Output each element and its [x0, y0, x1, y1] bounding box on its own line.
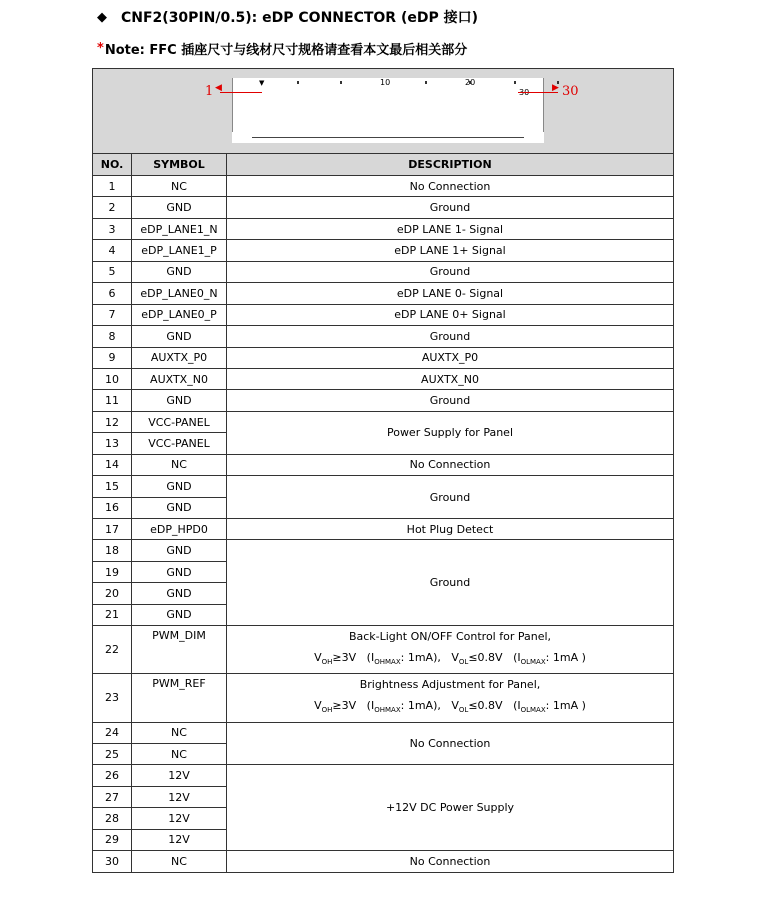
- pin-number: 28: [93, 808, 132, 829]
- pin-number: 15: [93, 476, 132, 497]
- pin-number: 22: [93, 626, 132, 674]
- table-row: [93, 218, 674, 239]
- table-row: [93, 176, 674, 197]
- pin-description: No Connection: [227, 851, 674, 872]
- table-row: [93, 390, 674, 411]
- pin-number: 19: [93, 561, 132, 582]
- pin-number: 14: [93, 454, 132, 475]
- pin-number: 20: [93, 583, 132, 604]
- pin-symbol: GND: [132, 261, 227, 282]
- table-row: [93, 197, 674, 218]
- pin-symbol: NC: [132, 851, 227, 872]
- section-title: CNF2(30PIN/0.5): eDP CONNECTOR (eDP 接口): [121, 10, 478, 26]
- section-heading: [97, 7, 478, 27]
- arrow-right-icon: ▶: [552, 83, 559, 93]
- pin-number: 12: [93, 411, 132, 432]
- pin-number: 17: [93, 519, 132, 540]
- pin-description: No Connection: [227, 454, 674, 475]
- pin-description: No Connection: [227, 176, 674, 197]
- connector-diagram: [232, 78, 544, 143]
- pin-table: [92, 68, 674, 873]
- pin-description: eDP LANE 0- Signal: [227, 283, 674, 304]
- pin-symbol: GND: [132, 476, 227, 497]
- pin-number: 18: [93, 540, 132, 561]
- pin-description: eDP LANE 1- Signal: [227, 218, 674, 239]
- pin-symbol: GND: [132, 497, 227, 518]
- pin-number: 10: [93, 368, 132, 389]
- table-row: [93, 411, 674, 432]
- pin-number: 16: [93, 497, 132, 518]
- pin-number: 26: [93, 765, 132, 786]
- table-row: [93, 283, 674, 304]
- pin-symbol: GND: [132, 540, 227, 561]
- pin-description: [227, 674, 674, 722]
- pin-number: 4: [93, 240, 132, 261]
- pin-number: 25: [93, 744, 132, 765]
- pin-number: 6: [93, 283, 132, 304]
- pin-number: 24: [93, 722, 132, 743]
- pin-number: 11: [93, 390, 132, 411]
- connector-diagram-cell: [93, 69, 674, 154]
- pin-number: 1: [93, 176, 132, 197]
- pin-number: 23: [93, 674, 132, 722]
- pin-symbol: GND: [132, 561, 227, 582]
- pin-description: eDP LANE 0+ Signal: [227, 304, 674, 325]
- note-asterisk: *: [97, 40, 104, 56]
- pin-symbol: 12V: [132, 786, 227, 807]
- pin-description: [227, 626, 674, 674]
- pin-symbol: NC: [132, 744, 227, 765]
- table-row: [93, 851, 674, 872]
- header-no: NO.: [93, 154, 132, 176]
- pin-description: Ground: [227, 540, 674, 626]
- pin-symbol: GND: [132, 604, 227, 625]
- pin-description: +12V DC Power Supply: [227, 765, 674, 851]
- pin-symbol: VCC-PANEL: [132, 411, 227, 432]
- table-row: [93, 765, 674, 786]
- table-row: [93, 304, 674, 325]
- pin-symbol: GND: [132, 326, 227, 347]
- pin-description: Ground: [227, 326, 674, 347]
- pin1-marker-icon: ▼: [259, 79, 265, 87]
- pin-symbol: eDP_LANE0_P: [132, 304, 227, 325]
- table-row: [93, 476, 674, 497]
- pin-symbol: NC: [132, 722, 227, 743]
- table-row: [93, 240, 674, 261]
- pin-description: Power Supply for Panel: [227, 411, 674, 454]
- table-row: [93, 454, 674, 475]
- table-row: [93, 722, 674, 743]
- tick-label-20: 20: [465, 78, 476, 87]
- table-row: [93, 261, 674, 282]
- table-row: [93, 540, 674, 561]
- electrical-spec: $V_{OH}\ge 3V$ ($I_{OHMAX}$: 1mA), $V_{OL}\le 0.8V$ ($I_{OLMAX}$: 1mA ): [314, 699, 586, 715]
- pin-number: 29: [93, 829, 132, 850]
- pin-description: Ground: [227, 197, 674, 218]
- pin-number: 5: [93, 261, 132, 282]
- pin-symbol: AUXTX_N0: [132, 368, 227, 389]
- table-row: [93, 326, 674, 347]
- pin-symbol: eDP_LANE1_P: [132, 240, 227, 261]
- table-row: [93, 626, 674, 674]
- pin-symbol: 12V: [132, 829, 227, 850]
- diamond-bullet-icon: ◆: [97, 9, 107, 25]
- description-line: Back-Light ON/OFF Control for Panel,: [348, 630, 552, 644]
- pin-symbol: eDP_LANE0_N: [132, 283, 227, 304]
- pin-number: 3: [93, 218, 132, 239]
- pin-symbol: 12V: [132, 765, 227, 786]
- pin-symbol: eDP_LANE1_N: [132, 218, 227, 239]
- pin-number: 7: [93, 304, 132, 325]
- table-row: [93, 674, 674, 722]
- pin-symbol: GND: [132, 197, 227, 218]
- pin-description: Hot Plug Detect: [227, 519, 674, 540]
- pin-start-label: 1: [205, 84, 214, 99]
- table-row: [93, 347, 674, 368]
- pin-symbol: GND: [132, 583, 227, 604]
- tick-label-10: 10: [380, 78, 391, 87]
- pin-symbol: PWM_REF: [132, 674, 227, 722]
- pin-symbol: VCC-PANEL: [132, 433, 227, 454]
- pin-number: 13: [93, 433, 132, 454]
- header-description: DESCRIPTION: [227, 154, 674, 176]
- pin-description: Ground: [227, 476, 674, 519]
- pin-symbol: 12V: [132, 808, 227, 829]
- pin-description: Ground: [227, 261, 674, 282]
- note-text: Note: FFC 插座尺寸与线材尺寸规格请查看本文最后相关部分: [104, 42, 468, 58]
- table-row: [93, 368, 674, 389]
- pin-number: 27: [93, 786, 132, 807]
- table-row: [93, 519, 674, 540]
- header-symbol: SYMBOL: [132, 154, 227, 176]
- electrical-spec: $V_{OH}\ge 3V$ ($I_{OHMAX}$: 1mA), $V_{OL}\le 0.8V$ ($I_{OLMAX}$: 1mA ): [314, 651, 586, 667]
- pin-symbol: NC: [132, 176, 227, 197]
- pin-description: No Connection: [227, 722, 674, 765]
- pin-number: 2: [93, 197, 132, 218]
- pin-number: 8: [93, 326, 132, 347]
- pin-number: 9: [93, 347, 132, 368]
- pin-end-label: 30: [562, 84, 579, 99]
- pin-description: eDP LANE 1+ Signal: [227, 240, 674, 261]
- pin-symbol: GND: [132, 390, 227, 411]
- pin-number: 30: [93, 851, 132, 872]
- note: [97, 38, 467, 58]
- pin-description: Ground: [227, 390, 674, 411]
- pin-description: AUXTX_N0: [227, 368, 674, 389]
- pin-number: 21: [93, 604, 132, 625]
- pin-symbol: NC: [132, 454, 227, 475]
- pin-symbol: eDP_HPD0: [132, 519, 227, 540]
- pin-symbol: AUXTX_P0: [132, 347, 227, 368]
- pin-description: AUXTX_P0: [227, 347, 674, 368]
- arrow-left-icon: ◀: [215, 83, 222, 93]
- description-line: Brightness Adjustment for Panel,: [359, 678, 541, 692]
- pin-symbol: PWM_DIM: [132, 626, 227, 674]
